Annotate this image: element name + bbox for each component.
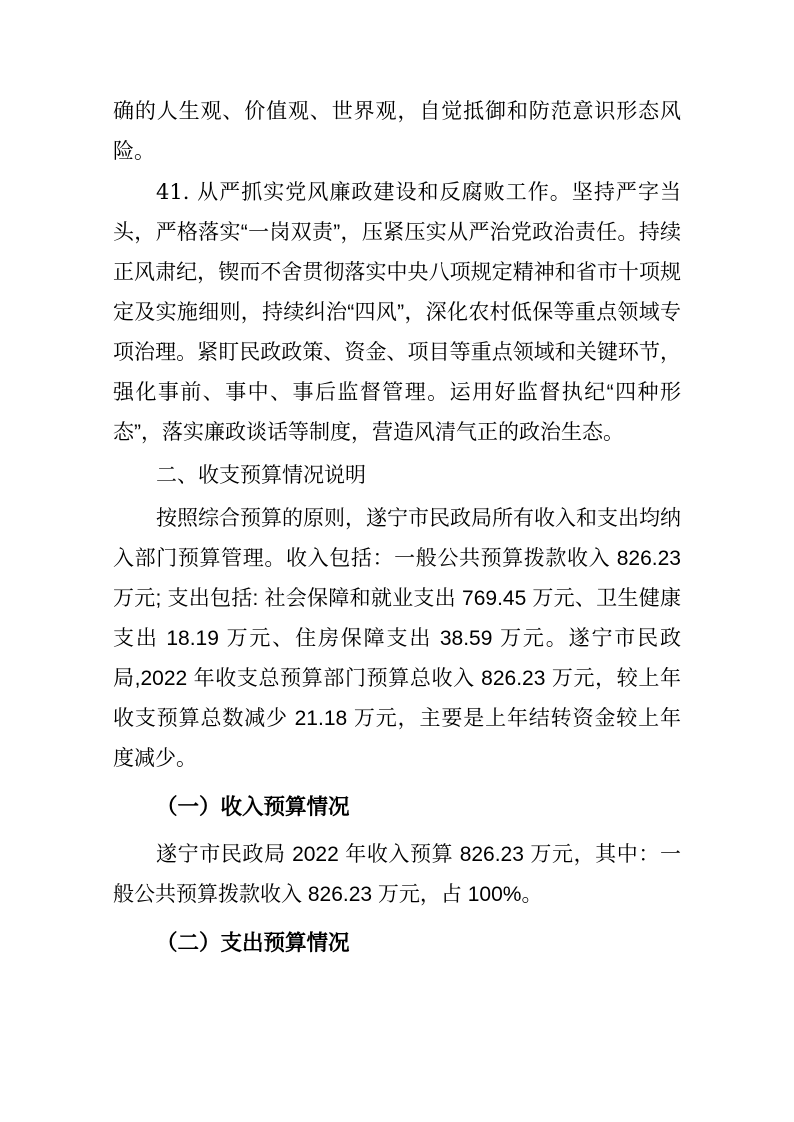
heading-section-2-budget-explanation: 二、收支预算情况说明 [156, 464, 366, 487]
paragraph-ideology-continuation: 确的人生观、价值观、世界观，自觉抵御和防范意识形态风险。 [113, 100, 681, 163]
paragraph-income-detail: 遂宁市民政局 2022 年收入预算 826.23 万元，其中：一般公共预算拨款收入 826.23 万元，占 100%。 [113, 843, 681, 906]
paragraph-budget-overview: 按照综合预算的原则，遂宁市民政局所有收入和支出均纳入部门预算管理。收入包括：一般公共预算拨款收入 826.23 万元; 支出包括: 社会保障和就业支出 769.45 万元、卫生健康支出 18.19 万元、住房保障支出 38.59 万元。遂宁市民政局,2022 年收支总预算部门预算总收入 826.23 万元，较上年收支预算总数减少 21.18 万元，主要是上年结转资金较上年度减少。 [113, 507, 681, 770]
heading-expenditure-budget: （二）支出预算情况 [156, 931, 350, 955]
heading-income-budget: （一）收入预算情况 [156, 795, 350, 819]
paragraph-item-41 [113, 172, 681, 453]
paragraph-item-41-title: 41. 从严抓实党风廉政建设和反腐败工作。 [156, 180, 572, 204]
paragraph-item-41-body: 坚持严字当头，严格落实“一岗双责”，压紧压实从严治党政治责任。持续正风肃纪，锲而不舍贯彻落实中央八项规定精神和省市十项规定及实施细则，持续纠治“四风”，深化农村低保等重点领域专项治理。紧盯民政政策、资金、项目等重点领域和关键环节，强化事前、事中、事后监督管理。运用好监督执纪“四种形态”，落实廉政谈话等制度，营造风清气正的政治生态。 [113, 181, 681, 444]
